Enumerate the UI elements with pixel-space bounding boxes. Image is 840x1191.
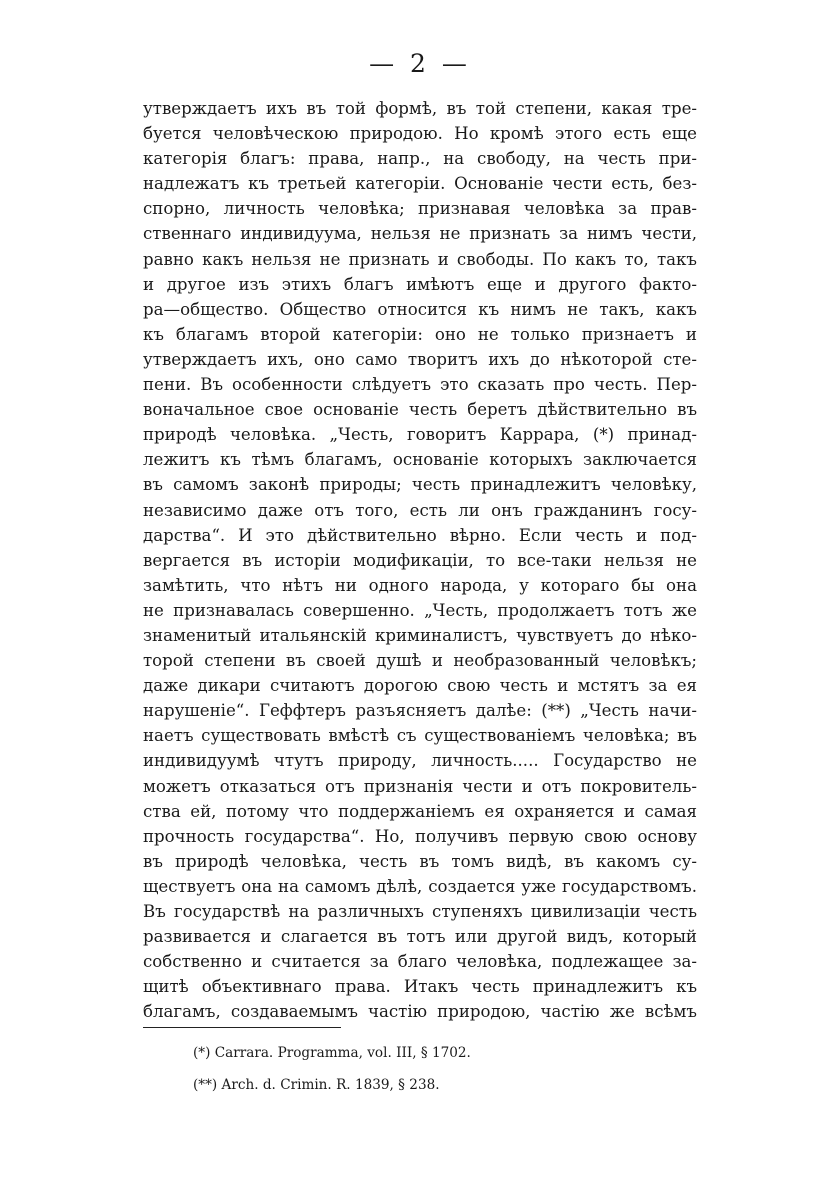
text-line: ства ей, потому что поддержаніемъ ея охраняется и самая xyxy=(143,801,697,821)
text-line: буется человѣческою природою. Но кромѣ этого есть еще xyxy=(143,124,697,144)
text-line: категорія благъ: права, напр., на свободу, на честь при- xyxy=(143,149,697,169)
text-line: нарушеніе“. Геффтеръ разъясняетъ далѣе: (**) „Честь начи- xyxy=(143,701,697,721)
page-number: — 2 — xyxy=(369,49,471,78)
text-line: благамъ, создаваемымъ частію природою, частію же всѣмъ xyxy=(143,1002,697,1022)
text-line: прочность государства“. Но, получивъ первую свою основу xyxy=(143,826,697,846)
text-line: щитѣ объективнаго права. Итакъ честь принадлежитъ къ xyxy=(143,977,697,997)
text-line: къ благамъ второй категоріи: оно не только признаетъ и xyxy=(143,324,697,344)
text-line: независимо даже отъ того, есть ли онъ гражданинъ госу- xyxy=(143,500,697,520)
text-line: даже дикари считаютъ дорогою свою честь и мстятъ за ея xyxy=(143,676,697,696)
text-line: можетъ отказаться отъ признанія чести и отъ покровитель- xyxy=(143,776,697,796)
text-line: не признавалась совершенно. „Честь, продолжаетъ тотъ же xyxy=(143,600,697,620)
text-line: знаменитый итальянскій криминалистъ, чувствуетъ до нѣко- xyxy=(143,625,697,645)
text-line: и другое изъ этихъ благъ имѣютъ еще и другого факто- xyxy=(143,274,697,294)
text-line: утверждаетъ ихъ въ той формѣ, въ той степени, какая тре- xyxy=(143,99,697,118)
footnote: (**) Arch. d. Crimin. R. 1839, § 238. xyxy=(193,1077,440,1093)
text-line: природѣ человѣка. „Честь, говоритъ Каррара, (*) принад- xyxy=(143,425,697,445)
text-line: въ природѣ человѣка, честь въ томъ видѣ, въ какомъ су- xyxy=(143,851,697,871)
text-line: торой степени въ своей душѣ и необразованный человѣкъ; xyxy=(143,651,697,671)
text-line: спорно, личность человѣка; признавая человѣка за прав- xyxy=(143,199,697,219)
text-line: ственнаго индивидуума, нельзя не признать за нимъ чести, xyxy=(143,224,697,244)
text-line: наетъ существовать вмѣстѣ съ существованіемъ человѣка; въ xyxy=(143,726,697,746)
text-line: собственно и считается за благо человѣка, подлежащее за- xyxy=(143,952,697,972)
text-line: вергается въ исторіи модификаціи, то все-таки нельзя не xyxy=(143,550,697,570)
footnotes xyxy=(193,1040,693,1104)
text-line: развивается и слагается въ тотъ или другой видъ, который xyxy=(143,927,697,947)
text-line: Въ государствѣ на различныхъ ступеняхъ цивилизаціи честь xyxy=(143,902,697,921)
footnote: (*) Carrara. Programma, vol. III, § 1702. xyxy=(193,1045,471,1061)
text-line: воначальное свое основаніе честь беретъ дѣйствительно въ xyxy=(143,400,697,420)
text-line: равно какъ нельзя не признать и свободы. По какъ то, такъ xyxy=(143,249,697,269)
text-line: надлежатъ къ третьей категоріи. Основаніе чести есть, без- xyxy=(143,174,697,194)
text-line: въ самомъ законѣ природы; честь принадлежитъ человѣку, xyxy=(143,475,697,495)
text-line: ществуетъ она на самомъ дѣлѣ, создается уже государствомъ. xyxy=(143,876,697,896)
text-line: замѣтить, что нѣтъ ни одного народа, у котораго бы она xyxy=(143,575,697,595)
text-line: пени. Въ особенности слѣдуетъ это сказать про честь. Пер- xyxy=(143,375,697,395)
text-line: ра—общество. Общество относится къ нимъ не такъ, какъ xyxy=(143,299,697,319)
text-line: лежитъ къ тѣмъ благамъ, основаніе которыхъ заключается xyxy=(143,450,697,470)
footnote-divider xyxy=(143,1027,341,1028)
text-line: утверждаетъ ихъ, оно само творитъ ихъ до нѣкоторой сте- xyxy=(143,349,697,369)
text-line: индивидуумѣ чтутъ природу, личность..... Государство не xyxy=(143,751,697,771)
body-text xyxy=(143,96,697,1024)
text-line: дарства“. И это дѣйствительно вѣрно. Если честь и под- xyxy=(143,525,697,545)
